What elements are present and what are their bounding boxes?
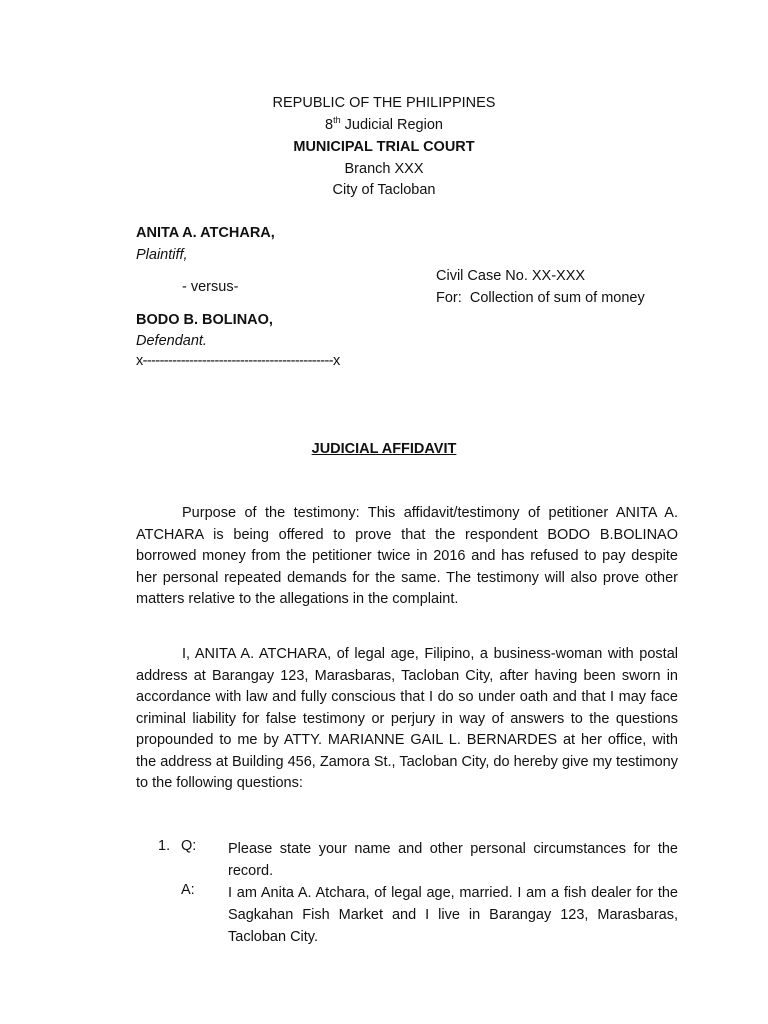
republic-heading: REPUBLIC OF THE PHILIPPINES (272, 95, 496, 111)
statement-text: I, ANITA A. ATCHARA, of legal age, Filipino, a business-woman with postal address at Barangay 123, Marasbaras, Tacloban City, after having been sworn in accordance with law and fully conscious that I do so under oath and that I may face criminal liability for false testimony or perjury in way of answers to the questions propounded to me by ATTY. MARIANNE GAIL L. BERNARDES at her office, with the address at Building 456, Zamora St., Tacloban City, do hereby give my testimony to the following questions: (136, 646, 678, 791)
case-for-value: Collection of sum of money (469, 290, 645, 306)
case-subject (436, 290, 645, 306)
question-tag: Q: (181, 838, 197, 854)
statement-paragraph (136, 644, 678, 795)
caption-divider: x---------------------------------------------x (136, 353, 340, 369)
document-title: JUDICIAL AFFIDAVIT (311, 441, 457, 457)
answer-tag: A: (181, 882, 195, 898)
question-text: Please state your name and other personal circumstances for the record. (228, 841, 678, 879)
city: City of Tacloban (332, 182, 436, 198)
court-name: MUNICIPAL TRIAL COURT (293, 139, 475, 155)
branch: Branch XXX (344, 161, 424, 177)
judicial-region (0, 117, 768, 133)
plaintiff-name: ANITA A. ATCHARA, (136, 225, 275, 241)
title-row (0, 441, 768, 457)
defendant-name: BODO B. BOLINAO, (136, 312, 273, 328)
region-ordinal: th (333, 115, 341, 126)
purpose-paragraph (136, 503, 678, 611)
region-text: Judicial Region (340, 117, 443, 133)
versus: - versus- (182, 279, 239, 295)
qa-number: 1. (158, 838, 171, 854)
plaintiff-role: Plaintiff, (136, 247, 188, 263)
answer-text: I am Anita A. Atchara, of legal age, married. I am a fish dealer for the Sagkahan Fish Market and I live in Barangay 123, Marasbaras, Tacloban City. (228, 885, 678, 945)
defendant-role: Defendant. (136, 333, 207, 349)
case-for-label: For: (436, 290, 462, 306)
purpose-text: Purpose of the testimony: This affidavit/testimony of petitioner ANITA A. ATCHARA is being offered to prove that the respondent BODO B.BOLINAO borrowed money from the petitioner twice in 2016 and has refused to pay despite her personal repeated demands for the same. The testimony will also prove other matters relative to the allegations in the complaint. (136, 505, 678, 607)
region-number: 8 (325, 117, 334, 133)
case-number: Civil Case No. XX-XXX (436, 268, 586, 284)
